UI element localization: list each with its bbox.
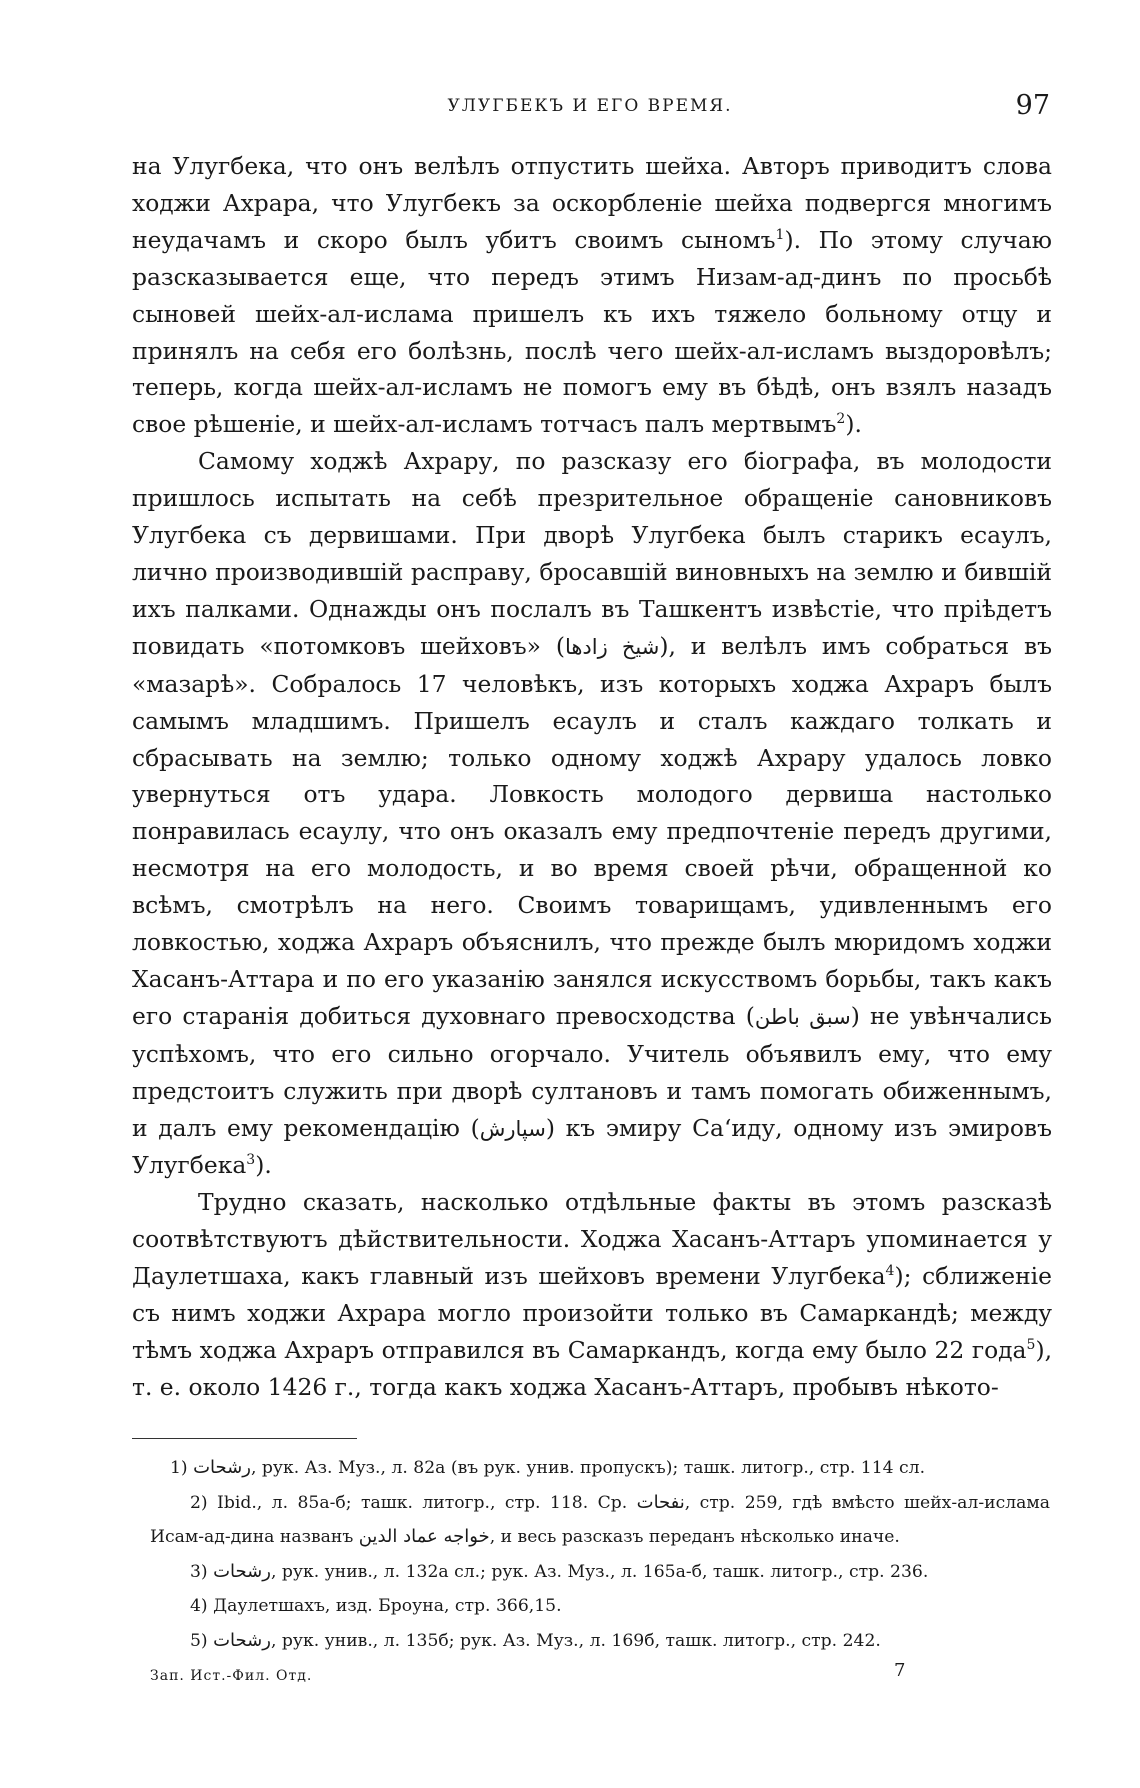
- arabic-term: سپارش: [479, 1116, 546, 1141]
- text-run: ); сближеніе съ нимъ ходжи Ахрара могло произойти только въ Самаркандѣ; между тѣмъ ходжа Ахраръ отправился въ Самаркандъ, когда ему было 22 года: [132, 1262, 1052, 1364]
- text-run: , рук. унив., л. 132а сл.; рук. Аз. Муз., л. 165а-б, ташк. литогр., стр. 236.: [270, 1561, 929, 1582]
- arabic-term: رشحات: [193, 1457, 251, 1478]
- text-run: , рук. Аз. Муз., л. 82а (въ рук. унив. пропускъ); ташк. литогр., стр. 114 сл.: [250, 1458, 926, 1478]
- arabic-term: نفحات: [636, 1491, 685, 1513]
- text-run: 3): [190, 1561, 214, 1582]
- text-run: ) къ эмиру Саʻиду, одному изъ эмировъ Улугбека: [132, 1113, 1052, 1180]
- text-run: на Улугбека, что онъ велѣлъ отпустить шейха. Авторъ приводитъ слова ходжи Ахрара, что Улугбекъ за оскорбленіе шейха подвергся многимъ неудачамъ и скоро былъ убитъ своимъ сыномъ: [132, 152, 1052, 254]
- text-run: , и весь разсказъ переданъ нѣсколько иначе.: [489, 1527, 900, 1547]
- text-run: ) не увѣнчались успѣхомъ, что его сильно огорчало. Учитель объявилъ ему, что ему предстоитъ служить при дворѣ султановъ и тамъ помогать обиженнымъ, и далъ ему рекомендацію (: [132, 1001, 1053, 1142]
- arabic-term: رشحات: [213, 1560, 271, 1582]
- arabic-term: شیخ زادها: [564, 634, 660, 659]
- footnote: [150, 1555, 1050, 1590]
- running-title: УЛУГБЕКЪ И ЕГО ВРЕМЯ.: [447, 96, 733, 116]
- footnote: [150, 1589, 1050, 1624]
- text-run: ).: [845, 410, 862, 439]
- signature-mark: Зап. Ист.-Фил. Отд.: [150, 1668, 313, 1684]
- text-run: Самому ходжѣ Ахрару, по разсказу его біографа, въ молодости пришлось испытать на себѣ презрительное обращеніе сановниковъ Улугбека съ дервишами. При дворѣ Улугбека былъ старикъ есаулъ, лично производившій расправу, бросавшій виновныхъ на землю и бившій ихъ палками. Однажды онъ послалъ въ Ташкентъ извѣстіе, что пріѣдетъ повидать «потомковъ шейховъ» (: [132, 447, 1052, 660]
- body-text: [132, 148, 1052, 1406]
- footnote: [150, 1624, 1050, 1659]
- text-run: 5): [190, 1630, 214, 1651]
- paragraph: [132, 443, 1052, 1184]
- footnotes: [150, 1451, 1050, 1658]
- text-run: ). По этому случаю разсказывается еще, что передъ этимъ Низам-ад-динъ по просьбѣ сыновей шейх-ал-ислама пришелъ къ ихъ тяжело больному отцу и принялъ на себя его болѣзнь, послѣ чего шейх-ал-исламъ выздоровѣлъ; теперь, когда шейх-ал-исламъ не помогъ ему въ бѣдѣ, онъ взялъ назадъ свое рѣшеніе, и шейх-ал-исламъ тотчасъ палъ мертвымъ: [132, 225, 1053, 439]
- arabic-term: رشحات: [213, 1629, 271, 1651]
- paragraph: [132, 1184, 1052, 1405]
- running-header: [130, 90, 1050, 124]
- text-run: ), и велѣлъ имъ собраться въ «мазарѣ». Собралось 17 человѣкъ, изъ которыхъ ходжа Ахраръ былъ самымъ младшимъ. Пришелъ есаулъ и сталъ каждаго толкать и сбрасывать на землю; только одному ходжѣ Ахрару удалось ловко увернуться отъ удара. Ловкость молодого дервиша настолько понравилась есаулу, что онъ оказалъ ему предпочтеніе передъ другими, несмотря на его молодость, и во время своей рѣчи, обращенной ко всѣмъ, смотрѣлъ на него. Своимъ товарищамъ, удивленнымъ его ловкостью, ходжа Ахраръ объяснилъ, что прежде былъ мюридомъ ходжи Хасанъ-Аттара и по его указанію занялся искусствомъ борьбы, такъ какъ его старанія добиться духовнаго превосходства (: [132, 631, 1052, 1030]
- signature-number: 7: [894, 1660, 906, 1681]
- text-run: 2) Ibid., л. 85а-б; ташк. литогр., стр. 118. Ср.: [190, 1492, 637, 1513]
- arabic-term: سبق باطن: [754, 1004, 851, 1029]
- footnote-ref: 1: [775, 227, 785, 244]
- text-run: , рук. унив., л. 135б; рук. Аз. Муз., л. 169б, ташк. литогр., стр. 242.: [270, 1630, 881, 1651]
- page-number: 97: [1015, 90, 1050, 121]
- footnote: [150, 1486, 1050, 1555]
- footnote: [130, 1451, 1050, 1486]
- footnote-ref: 4: [885, 1263, 895, 1280]
- text-run: ).: [255, 1151, 272, 1180]
- text-run: 4) Даулетшахъ, изд. Броуна, стр. 366,15.: [190, 1596, 562, 1616]
- footnote-ref: 2: [836, 411, 846, 428]
- text-run: ), т. е. около 1426 г., тогда какъ ходжа Хасанъ-Аттаръ, пробывъ нѣкото-: [132, 1336, 1052, 1401]
- text-run: 1): [170, 1458, 194, 1478]
- footnote-ref: 5: [1026, 1337, 1036, 1354]
- paragraph: [132, 148, 1052, 443]
- text-run: , стр. 259, гдѣ вмѣсто шейх-ал-ислама Исам-ад-дина названъ: [150, 1492, 1050, 1547]
- text-run: Трудно сказать, насколько отдѣльные факты въ этомъ разсказѣ соотвѣтствуютъ дѣйствительности. Ходжа Хасанъ-Аттаръ упоминается у Даулетшаха, какъ главный изъ шейховъ времени Улугбека: [132, 1188, 1052, 1291]
- arabic-term: خواجه عماد الدین: [358, 1526, 490, 1547]
- footnote-separator: [132, 1438, 357, 1439]
- footnote-ref: 3: [246, 1152, 256, 1169]
